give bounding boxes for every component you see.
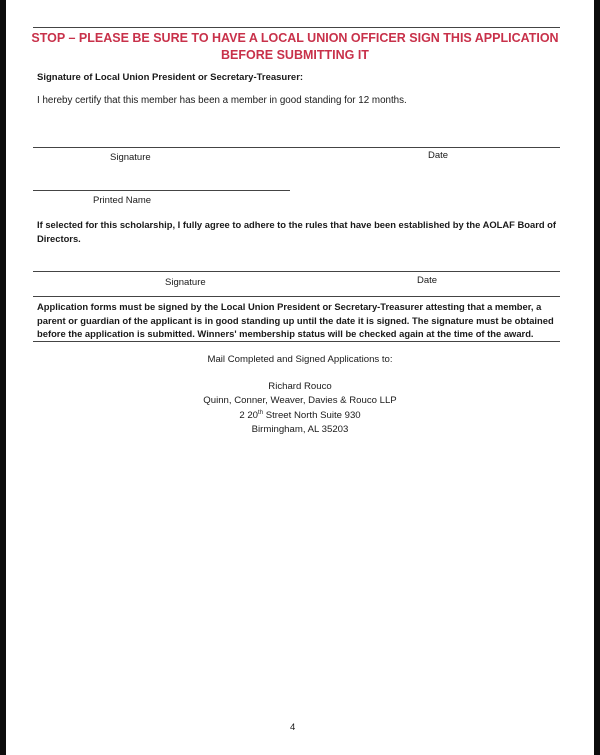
stop-warning-line1: STOP – PLEASE BE SURE TO HAVE A LOCAL UNION OFFICER SIGN THIS APPLICATION: [31, 31, 559, 45]
recipient-name: Richard Rouco: [268, 381, 332, 392]
officer-date-label: Date: [428, 150, 449, 161]
officer-signature-heading: Signature of Local Union President or Secretary-Treasurer:: [37, 72, 304, 83]
street-rest: Street North Suite 930: [263, 410, 361, 422]
page-border-right: [594, 0, 600, 755]
recipient-city: Birmingham, AL 35203: [251, 423, 349, 435]
certify-statement: I hereby certify that this member has been a member in good standing for 12 months.: [37, 95, 407, 106]
signature-notice: Application forms must be signed by the Local Union President or Secretary-Treasurer attesting that a member, a parent or guardian of the applicant is in good standing up until the date it is signed. The signature must be obtained before the application is submitted. Winners' membership status will be checked again at the time of the award.: [37, 301, 554, 339]
mailing-address: [0, 380, 600, 436]
agreement-statement: If selected for this scholarship, I fully agree to adhere to the rules that have been established by the AOLAF Board of Directors.: [37, 219, 557, 244]
page-number: 4: [290, 722, 296, 733]
printed-name-label: Printed Name: [93, 195, 152, 206]
top-rule: [33, 27, 560, 28]
officer-signature-line[interactable]: [33, 147, 560, 148]
notice-top-rule: [33, 296, 560, 297]
notice-bottom-rule: [33, 341, 560, 342]
mailing-heading: Mail Completed and Signed Applications to:: [207, 354, 393, 365]
agreement-signature-label: Signature: [165, 277, 206, 288]
agreement-date-label: Date: [417, 275, 438, 286]
page-border-left: [0, 0, 6, 755]
stop-warning-line2: BEFORE SUBMITTING IT: [221, 48, 369, 62]
recipient-street: [0, 407, 600, 423]
recipient-firm: Quinn, Conner, Weaver, Davies & Rouco LLP: [203, 394, 397, 406]
street-ordinal-suffix: th: [258, 410, 264, 416]
street-number: 2 20: [239, 410, 259, 422]
stop-warning: [30, 30, 560, 64]
printed-name-line[interactable]: [33, 190, 290, 191]
officer-signature-label: Signature: [110, 152, 151, 163]
agreement-signature-line[interactable]: [33, 271, 560, 272]
